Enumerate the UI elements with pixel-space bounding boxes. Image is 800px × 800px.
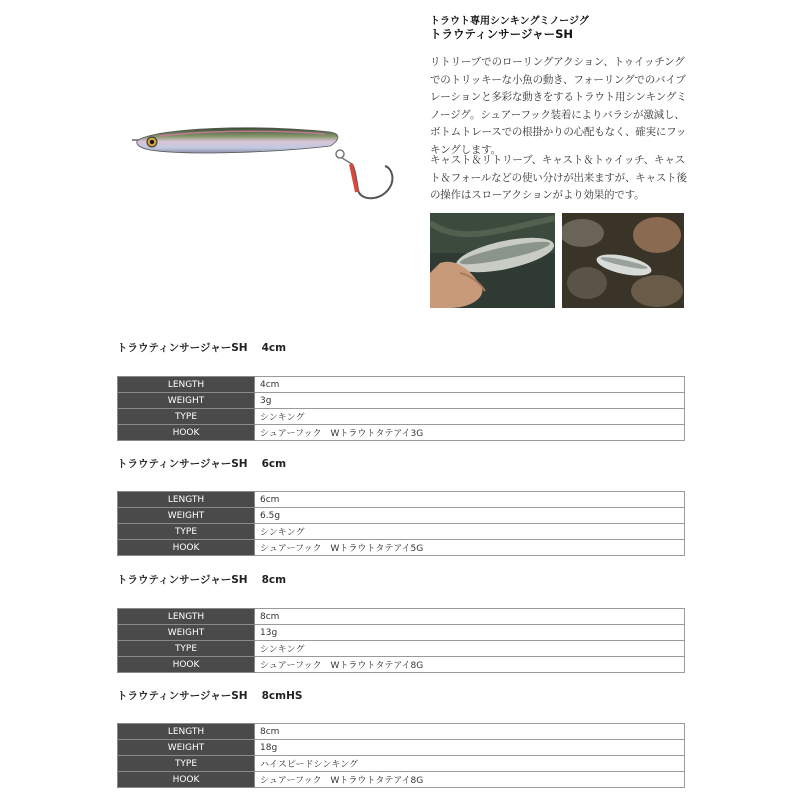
weight-label: WEIGHT xyxy=(118,740,255,756)
spec-table-8cmhs xyxy=(117,723,685,788)
spec-table-8cm xyxy=(117,608,685,673)
table-row xyxy=(118,740,685,756)
table-row xyxy=(118,756,685,772)
section-name: トラウティンサージャーSH xyxy=(117,574,248,586)
table-row xyxy=(118,540,685,556)
section-name: トラウティンサージャーSH xyxy=(117,342,248,354)
length-label: LENGTH xyxy=(118,724,255,740)
type-label: TYPE xyxy=(118,641,255,657)
section-title-8cmhs xyxy=(117,688,302,703)
table-row xyxy=(118,377,685,393)
hook-label: HOOK xyxy=(118,425,255,441)
hook-label: HOOK xyxy=(118,657,255,673)
type-value: ハイスピードシンキング xyxy=(255,756,685,772)
table-row xyxy=(118,409,685,425)
table-row xyxy=(118,508,685,524)
section-title-8cm xyxy=(117,572,286,587)
type-value: シンキング xyxy=(255,524,685,540)
hook-value: シュアーフック Wトラウトタテアイ3G xyxy=(255,425,685,441)
hook-label: HOOK xyxy=(118,540,255,556)
weight-value: 3g xyxy=(255,393,685,409)
type-value: シンキング xyxy=(255,409,685,425)
weight-value: 6.5g xyxy=(255,508,685,524)
lure-image xyxy=(130,118,405,208)
weight-value: 13g xyxy=(255,625,685,641)
length-label: LENGTH xyxy=(118,377,255,393)
product-title: トラウティンサージャーSH xyxy=(430,27,574,41)
length-value: 6cm xyxy=(255,492,685,508)
table-row xyxy=(118,724,685,740)
type-label: TYPE xyxy=(118,409,255,425)
description-paragraph-2: キャスト＆リトリーブ、キャスト＆トゥイッチ、キャスト＆フォールなどの使い分けが出来ますが、キャスト後の操作はスローアクションがより効果的です。 xyxy=(430,154,687,201)
type-value: シンキング xyxy=(255,641,685,657)
table-row xyxy=(118,393,685,409)
description-paragraph-1: リトリーブでのローリングアクション、トゥイッチングでのトリッキーな小魚の動き、フォーリングでのバイブレーションと多彩な動きをするトラウト用シンキングミノージグ。シュアーフック装着によりバラシが激減し、ボトムトレースでの根掛かりの心配もなく、確実にフッキングします。 xyxy=(430,56,687,156)
section-size: 6cm xyxy=(261,458,287,470)
section-name: トラウティンサージャーSH xyxy=(117,458,248,470)
hook-label: HOOK xyxy=(118,772,255,788)
hook-value: シュアーフック Wトラウトタテアイ8G xyxy=(255,772,685,788)
weight-label: WEIGHT xyxy=(118,625,255,641)
section-size: 8cm xyxy=(261,574,287,586)
length-value: 4cm xyxy=(255,377,685,393)
table-row xyxy=(118,492,685,508)
weight-label: WEIGHT xyxy=(118,393,255,409)
type-label: TYPE xyxy=(118,524,255,540)
section-name: トラウティンサージャーSH xyxy=(117,690,248,702)
table-row xyxy=(118,641,685,657)
spec-table-4cm xyxy=(117,376,685,441)
length-label: LENGTH xyxy=(118,492,255,508)
length-value: 8cm xyxy=(255,609,685,625)
photo-fish-on-rocks xyxy=(562,213,684,308)
table-row xyxy=(118,609,685,625)
hook-value: シュアーフック Wトラウトタテアイ8G xyxy=(255,657,685,673)
spec-table-6cm xyxy=(117,491,685,556)
section-title-4cm xyxy=(117,340,286,355)
length-label: LENGTH xyxy=(118,609,255,625)
product-subtitle: トラウト専用シンキングミノージグ xyxy=(430,16,589,27)
hook-value: シュアーフック Wトラウトタテアイ5G xyxy=(255,540,685,556)
table-row xyxy=(118,772,685,788)
weight-value: 18g xyxy=(255,740,685,756)
type-label: TYPE xyxy=(118,756,255,772)
photo-fish-in-hand xyxy=(430,213,555,308)
section-title-6cm xyxy=(117,456,286,471)
table-row xyxy=(118,524,685,540)
table-row xyxy=(118,625,685,641)
length-value: 8cm xyxy=(255,724,685,740)
section-size: 4cm xyxy=(261,342,287,354)
table-row xyxy=(118,657,685,673)
table-row xyxy=(118,425,685,441)
weight-label: WEIGHT xyxy=(118,508,255,524)
section-size: 8cmHS xyxy=(261,690,303,702)
